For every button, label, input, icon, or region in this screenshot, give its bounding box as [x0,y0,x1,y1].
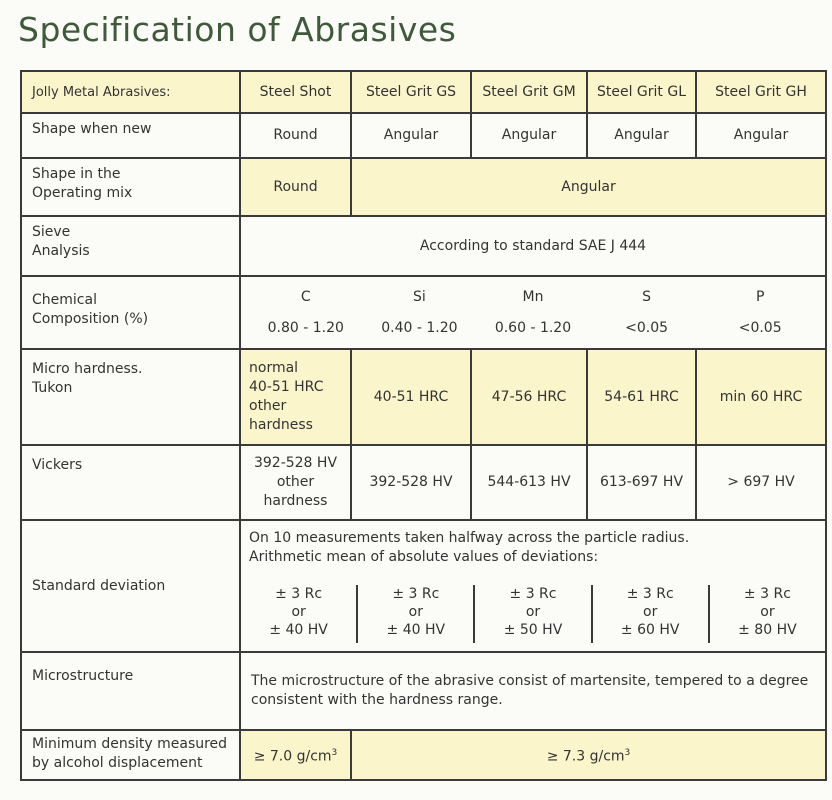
row-label: Shape when new [21,113,240,158]
cell: 54-61 HRC [587,349,696,445]
row-label [21,349,240,445]
cell [240,730,351,780]
element-c [249,288,363,338]
cell-line: 392-528 HV [253,455,338,471]
cell: Round [240,113,351,158]
header-label: Jolly Metal Abrasives: [21,71,240,113]
row-label [21,730,240,780]
cell: > 697 HV [696,445,826,520]
text-line: Arithmetic mean of absolute values of deviations: [249,549,599,565]
density-row [21,730,826,780]
std-deviation-text [241,521,825,567]
cell: Angular [587,113,696,158]
density-value: ≥ 7.0 g/cm [253,748,332,765]
col-steel-grit-gl: Steel Grit GL [587,71,696,113]
line-c: ± 60 HV [620,622,680,638]
label-line: Tukon [32,380,73,396]
row-label: Standard deviation [21,520,240,652]
std-dev-cell [241,585,358,643]
cell-line: hardness [263,493,328,509]
element-si [363,288,477,338]
line-a: ± 3 Rc [509,586,557,602]
line-c: ± 80 HV [738,622,797,638]
line-a: ± 3 Rc [275,586,323,602]
std-deviation-row [21,520,826,652]
cell: The microstructure of the abrasive consist of martensite, tempered to a degree consistent with the hardness range. [240,652,826,730]
std-deviation-grid [241,585,825,643]
chemical-grid [249,288,817,338]
line-a: ± 3 Rc [392,586,440,602]
element-symbol: P [755,288,765,305]
row-label: Microstructure [21,652,240,730]
label-line: Minimum density measured [32,736,228,752]
label-line: Chemical [32,292,97,308]
label-line: Shape in the [32,166,121,182]
line-c: ± 40 HV [386,622,446,638]
element-mn [476,288,590,338]
col-steel-shot: Steel Shot [240,71,351,113]
col-steel-grit-gs: Steel Grit GS [351,71,471,113]
row-label [21,158,240,216]
line-b: or [643,604,658,620]
cell: 392-528 HV [351,445,471,520]
element-symbol: C [300,288,311,305]
cell: 40-51 HRC [351,349,471,445]
cell [351,730,826,780]
label-line: by alcohol displacement [32,755,203,771]
cell: 544-613 HV [471,445,587,520]
line-a: ± 3 Rc [626,586,674,602]
shape-new-row [21,113,826,158]
cell [240,445,351,520]
line-a: ± 3 Rc [743,586,791,602]
cell: Angular [471,113,587,158]
element-value: 0.60 - 1.20 [494,319,572,336]
label-line: Analysis [32,243,90,259]
cell: According to standard SAE J 444 [240,216,826,276]
element-symbol: S [642,288,652,305]
label-line: Composition (%) [32,311,149,327]
element-value: 0.40 - 1.20 [381,319,458,336]
spec-table [20,70,827,781]
col-steel-grit-gm: Steel Grit GM [471,71,587,113]
density-value: ≥ 7.3 g/cm [546,748,625,765]
page-title: Specification of Abrasives [18,10,457,49]
element-value: <0.05 [738,319,782,336]
element-value: 0.80 - 1.20 [267,319,344,336]
cell: Round [240,158,351,216]
cell: Angular [696,113,826,158]
element-value: <0.05 [625,319,669,336]
std-dev-cell [710,585,825,643]
std-dev-cell [475,585,592,643]
std-deviation-cell [240,520,826,652]
line-b: or [291,604,306,620]
std-dev-cell [593,585,710,643]
cell: min 60 HRC [696,349,826,445]
row-label [21,276,240,349]
microstructure-row [21,652,826,730]
col-steel-grit-gh: Steel Grit GH [696,71,826,113]
micro-hardness-row [21,349,826,445]
line-c: ± 50 HV [503,622,563,638]
line-b: or [525,604,541,620]
element-p [703,288,817,338]
cell: Angular [351,113,471,158]
vickers-row [21,445,826,520]
label-line: Sieve [32,224,71,240]
row-label: Vickers [21,445,240,520]
text-line: On 10 measurements taken halfway across the particle radius. [249,530,690,546]
line-c: ± 40 HV [269,622,328,638]
cell [240,349,351,445]
cell: 47-56 HRC [471,349,587,445]
label-line: Micro hardness. [32,361,143,377]
sieve-row [21,216,826,276]
cell: Angular [351,158,826,216]
label-line: Operating mix [32,185,133,201]
element-s [590,288,704,338]
shape-mix-row [21,158,826,216]
cell-line: other [249,398,287,414]
std-dev-cell [358,585,475,643]
cell-line: 40-51 HRC [249,379,324,395]
cell: 613-697 HV [587,445,696,520]
density-exponent: 3 [331,747,338,758]
element-symbol: Si [413,288,426,305]
cell-line: normal [249,360,299,376]
line-b: or [408,604,423,620]
cell-line: hardness [249,417,313,433]
element-symbol: Mn [522,288,544,305]
chemical-cell [240,276,826,349]
row-label [21,216,240,276]
header-row [21,71,826,113]
line-b: or [760,604,775,620]
density-exponent: 3 [624,747,631,758]
cell-line: other [276,474,315,490]
chemical-row [21,276,826,349]
